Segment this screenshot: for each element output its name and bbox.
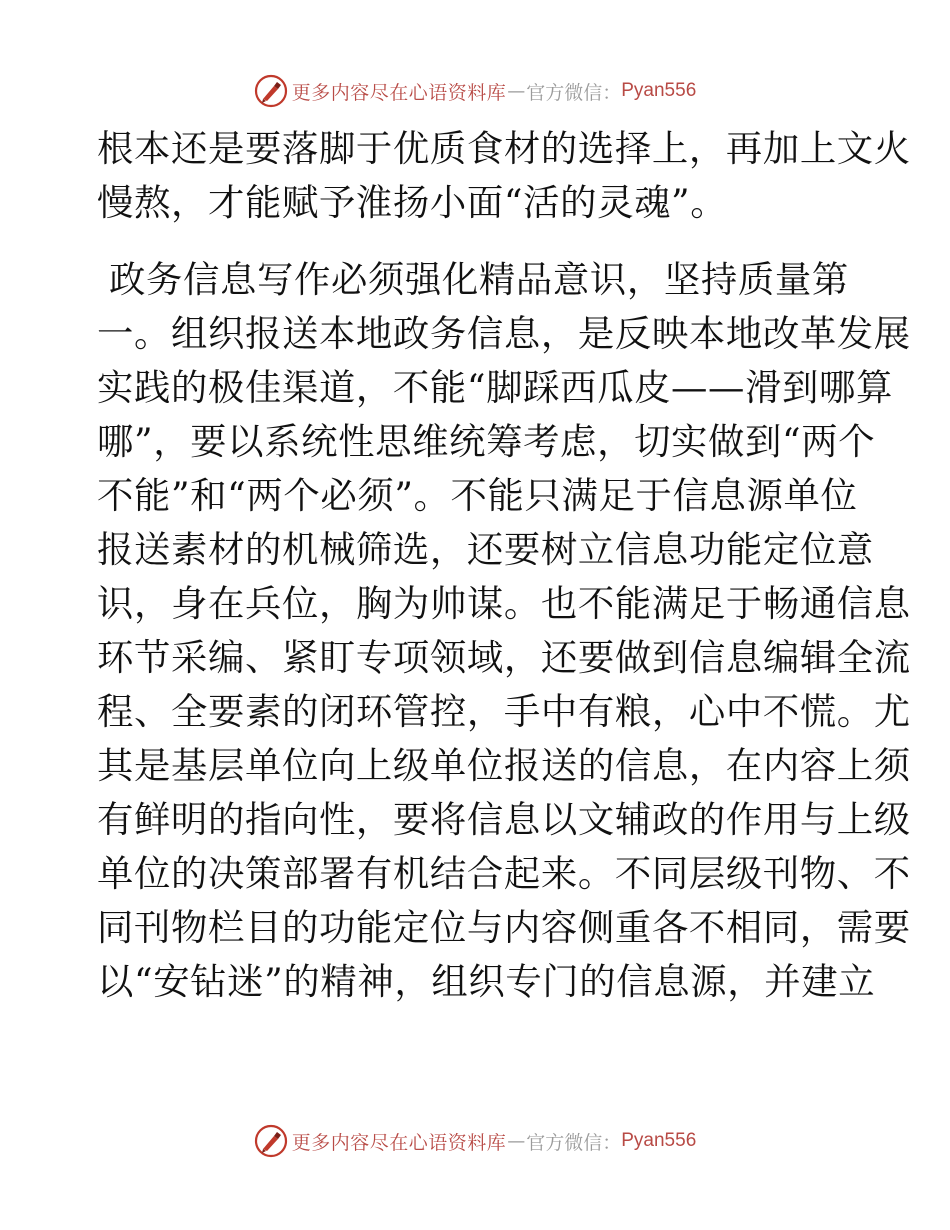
footer-watermark <box>0 1121 950 1161</box>
text-line: 程、全要素的闭环管控，手中有粮，心中不慌。尤 <box>97 690 911 733</box>
text-line: 其是基层单位向上级单位报送的信息，在内容上须 <box>97 744 911 787</box>
paragraph-1 <box>97 122 911 230</box>
text-line: 环节采编、紧盯专项领域，还要做到信息编辑全流 <box>97 636 911 679</box>
text-line: 不能”和“两个必须”。不能只满足于信息源单位 <box>97 474 858 517</box>
text-line: 同刊物栏目的功能定位与内容侧重各不相同，需要 <box>97 906 911 949</box>
text-line: 报送素材的机械筛选，还要树立信息功能定位意 <box>97 528 874 571</box>
pen-logo-icon <box>254 74 288 108</box>
watermark-dash: — <box>507 80 526 102</box>
watermark-dash: — <box>507 1130 526 1152</box>
text-line: 识，身在兵位，胸为帅谋。也不能满足于畅通信息 <box>97 582 911 625</box>
header-watermark <box>0 71 950 111</box>
text-line: 实践的极佳渠道，不能“脚踩西瓜皮——滑到哪算 <box>97 366 894 409</box>
text-line: 政务信息写作必须强化精品意识，坚持质量第 <box>109 258 849 301</box>
watermark-wechat-id: Pyan556 <box>621 80 697 101</box>
watermark-official-label: 官方微信： <box>526 1131 622 1154</box>
document-body <box>97 122 911 1009</box>
text-line: 根本还是要落脚于优质食材的选择上，再加上文火 <box>97 127 911 170</box>
pen-logo-icon <box>254 1124 288 1158</box>
text-line: 慢熬，才能赋予淮扬小面“活的灵魂”。 <box>97 181 728 224</box>
text-line: 以“安钻迷”的精神，组织专门的信息源，并建立 <box>97 960 876 1003</box>
watermark-official-label: 官方微信： <box>526 81 622 104</box>
watermark-wechat-id: Pyan556 <box>621 1130 697 1151</box>
text-line: 有鲜明的指向性，要将信息以文辅政的作用与上级 <box>97 798 911 841</box>
text-line: 一。组织报送本地政务信息，是反映本地改革发展 <box>97 312 911 355</box>
watermark-text: 更多内容尽在心语资料库 <box>291 81 507 104</box>
paragraph-2 <box>97 253 911 1009</box>
text-line: 单位的决策部署有机结合起来。不同层级刊物、不 <box>97 852 911 895</box>
text-line: 哪”，要以系统性思维统筹考虑，切实做到“两个 <box>97 420 876 463</box>
watermark-text: 更多内容尽在心语资料库 <box>291 1131 507 1154</box>
